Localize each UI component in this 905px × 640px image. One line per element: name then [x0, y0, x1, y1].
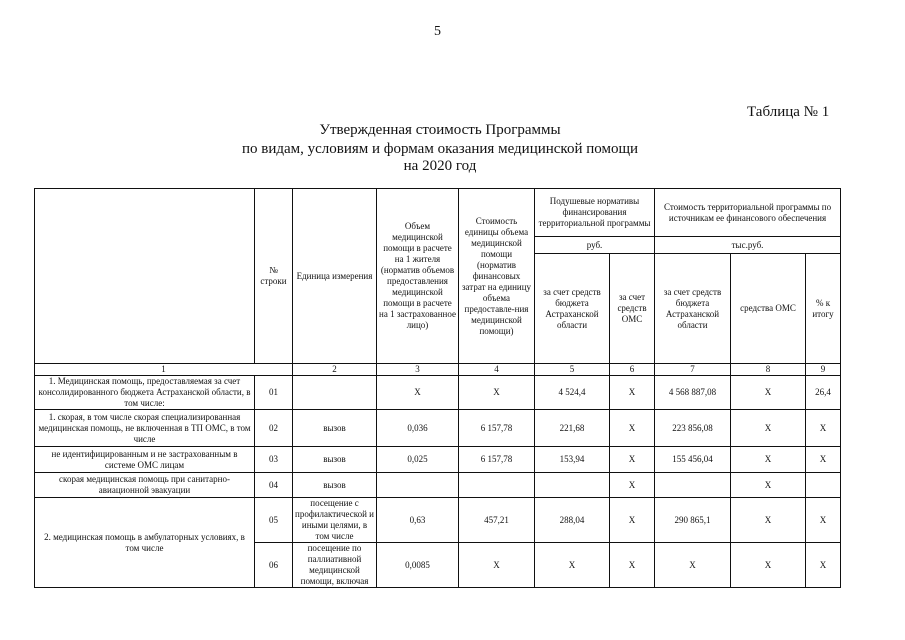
- row-unit: вызов: [293, 473, 377, 498]
- header-unit-cost: Стоимость единицы объема медицинской помощи (норматив финансовых затрат на единицу объема предоставле-ния медицинской помощи): [459, 189, 535, 364]
- row-percent: X: [806, 410, 841, 447]
- row-name: скорая медицинская помощь при санитарно-авиационной эвакуации: [35, 473, 255, 498]
- row-unit-cost: X: [459, 543, 535, 588]
- title-line-2: по видам, условиям и формам оказания медицинской помощи: [241, 141, 639, 157]
- table-label: Таблица № 1: [747, 104, 830, 120]
- row-budget-per-capita: 4 524,4: [535, 376, 610, 410]
- row-oms-cost: X: [731, 498, 806, 543]
- column-number-9: 9: [806, 364, 841, 376]
- cost-table: [34, 188, 841, 588]
- row-budget-cost: [655, 473, 731, 498]
- header-budget-1: за счет средств бюджета Астраханской области: [535, 254, 610, 364]
- row-volume: 0,63: [377, 498, 459, 543]
- row-unit: посещение по паллиативной медицинской помощи, включая: [293, 543, 377, 588]
- row-oms-per-capita: X: [610, 376, 655, 410]
- row-percent: 26,4: [806, 376, 841, 410]
- row-number: 06: [255, 543, 293, 588]
- row-budget-per-capita: [535, 473, 610, 498]
- row-budget-cost: 223 856,08: [655, 410, 731, 447]
- header-name-cell: [35, 189, 255, 364]
- column-number-5: 5: [535, 364, 610, 376]
- row-oms-per-capita: X: [610, 473, 655, 498]
- row-oms-cost: X: [731, 473, 806, 498]
- row-budget-cost: X: [655, 543, 731, 588]
- title-line-3: на 2020 год: [403, 158, 477, 174]
- row-budget-per-capita: X: [535, 543, 610, 588]
- row-number: 04: [255, 473, 293, 498]
- table-row: [35, 376, 841, 410]
- row-budget-cost: 4 568 887,08: [655, 376, 731, 410]
- row-budget-cost: 290 865,1: [655, 498, 731, 543]
- row-unit: вызов: [293, 410, 377, 447]
- table-row: [35, 447, 841, 473]
- row-volume: X: [377, 376, 459, 410]
- row-unit-cost: 6 157,78: [459, 410, 535, 447]
- header-oms-1: за счет средств ОМС: [610, 254, 655, 364]
- column-number-4: 4: [459, 364, 535, 376]
- row-volume: 0,025: [377, 447, 459, 473]
- row-unit-cost: X: [459, 376, 535, 410]
- row-unit-cost: [459, 473, 535, 498]
- row-percent: [806, 473, 841, 498]
- row-percent: X: [806, 447, 841, 473]
- table-row: [35, 473, 841, 498]
- row-oms-cost: X: [731, 376, 806, 410]
- row-number: 02: [255, 410, 293, 447]
- row-unit-cost: 457,21: [459, 498, 535, 543]
- table-row: [35, 498, 841, 543]
- row-unit: [293, 376, 377, 410]
- row-budget-cost: 155 456,04: [655, 447, 731, 473]
- column-number-8: 8: [731, 364, 806, 376]
- row-percent: X: [806, 498, 841, 543]
- row-number: 05: [255, 498, 293, 543]
- row-budget-per-capita: 288,04: [535, 498, 610, 543]
- column-number-3: 3: [377, 364, 459, 376]
- header-oms-2: средства ОМС: [731, 254, 806, 364]
- row-oms-per-capita: X: [610, 543, 655, 588]
- table-row: [35, 410, 841, 447]
- header-budget-2: за счет средств бюджета Астраханской области: [655, 254, 731, 364]
- header-per-capita: Подушевые нормативы финансирования территориальной программы: [535, 189, 655, 237]
- row-name: 1. скорая, в том числе скорая специализированная медицинская помощь, не включенная в ТП ОМС, в том числе: [35, 410, 255, 447]
- row-oms-cost: X: [731, 410, 806, 447]
- header-row-no: № строки: [255, 189, 293, 364]
- row-oms-per-capita: X: [610, 498, 655, 543]
- column-number-2: 2: [293, 364, 377, 376]
- row-unit: посещение с профилактической и иными целями, в том числе: [293, 498, 377, 543]
- row-number: 01: [255, 376, 293, 410]
- row-unit-cost: 6 157,78: [459, 447, 535, 473]
- row-volume: [377, 473, 459, 498]
- header-rub: руб.: [535, 237, 655, 254]
- title-line-1: Утвержденная стоимость Программы: [319, 122, 561, 138]
- row-name: 1. Медицинская помощь, предоставляемая за счет консолидированного бюджета Астраханской области, в том числе:: [35, 376, 255, 410]
- row-name: 2. медицинская помощь в амбулаторных условиях, в том числе: [35, 498, 255, 588]
- row-number: 03: [255, 447, 293, 473]
- row-budget-per-capita: 221,68: [535, 410, 610, 447]
- header-unit: Единица измерения: [293, 189, 377, 364]
- row-unit: вызов: [293, 447, 377, 473]
- row-oms-per-capita: X: [610, 447, 655, 473]
- row-budget-per-capita: 153,94: [535, 447, 610, 473]
- row-oms-per-capita: X: [610, 410, 655, 447]
- header-territorial: Стоимость территориальной программы по источникам ее финансового обеспечения: [655, 189, 841, 237]
- row-oms-cost: X: [731, 543, 806, 588]
- column-number-7: 7: [655, 364, 731, 376]
- column-number-6: 6: [610, 364, 655, 376]
- row-name: не идентифицированным и не застрахованным в системе ОМС лицам: [35, 447, 255, 473]
- header-thous-rub: тыс.руб.: [655, 237, 841, 254]
- row-volume: 0,0085: [377, 543, 459, 588]
- column-number-1: 1: [35, 364, 293, 376]
- row-oms-cost: X: [731, 447, 806, 473]
- header-pct: % к итогу: [806, 254, 841, 364]
- row-percent: X: [806, 543, 841, 588]
- header-volume: Объем медицинской помощи в расчете на 1 жителя (норматив объемов предоставления медицинской помощи в расчете на 1 застрахованное лицо): [377, 189, 459, 364]
- page-number: 5: [434, 24, 441, 39]
- row-volume: 0,036: [377, 410, 459, 447]
